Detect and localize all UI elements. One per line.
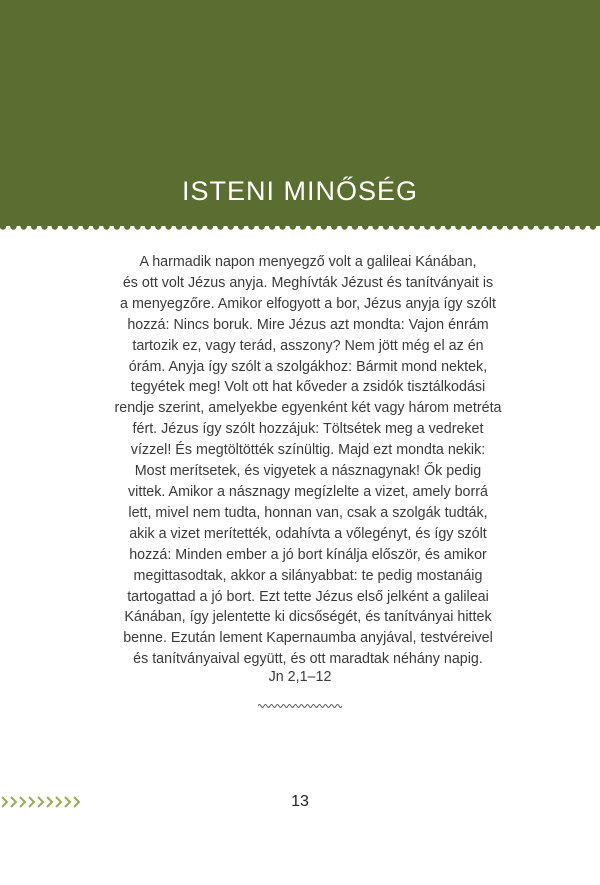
passage-line: A harmadik napon menyegző volt a galileai Kánában,	[139, 254, 477, 270]
passage-line: rendje szerint, amelyekbe egyenként két vagy három metréta	[114, 400, 502, 417]
passage-line: és tanítványaival együtt, és ott maradtak néhány napig.	[133, 651, 483, 668]
passage-line: megittasodtak, akkor a silányabbat: te pedig mostanáig	[133, 567, 483, 584]
passage-line: tartogattad a jó bort. Ezt tette Jézus első jelként a galileai	[127, 588, 489, 605]
passage-line: órám. Anyja így szólt a szolgákhoz: Bármit mond nektek,	[128, 358, 488, 375]
passage-line: Most merítsetek, és vigyetek a násznagynak! Ők pedig	[134, 463, 482, 480]
scalloped-edge	[0, 222, 600, 234]
passage-line: vízzel! És megtöltötték színültig. Majd ezt mondta nekik:	[130, 442, 486, 459]
passage-line: tartozik ez, vagy terád, asszony? Nem jött még el az én	[132, 337, 484, 354]
passage-line: akik a vizet merítették, odahívta a vőlegényt, és így szólt	[129, 525, 487, 542]
page-title: ISTENI MINŐSÉG	[181, 176, 419, 206]
passage-line: vittek. Amikor a násznagy megízlelte a vizet, amely borrá	[128, 483, 488, 500]
wavy-divider	[258, 702, 342, 710]
passage-line: a menyegzőre. Amikor elfogyott a bor, Jézus anyja így szólt	[120, 295, 496, 312]
passage-line: és ott volt Jézus anyja. Meghívták Jézust és tanítványait is	[122, 274, 494, 291]
scripture-reference: Jn 2,1–12	[268, 669, 332, 685]
passage-line: hozzá: Minden ember a jó bort kínálja először, és amikor	[129, 546, 487, 563]
passage-line: Kánában, így jelentette ki dicsőségét, és tanítványai hittek	[124, 609, 492, 626]
passage-line: tegyétek meg! Volt ott hat kőveder a zsidók tisztálkodási	[130, 379, 486, 396]
scripture-passage	[100, 252, 516, 670]
passage-line: lett, mivel nem tudta, honnan van, csak a szolgák tudták,	[128, 504, 488, 521]
passage-line: hozzá: Nincs boruk. Mire Jézus azt mondta: Vajon énrám	[127, 316, 489, 333]
page-number: 13	[291, 793, 309, 810]
passage-line: benne. Ezután lement Kapernaumba anyjával, testvéreivel	[123, 630, 493, 647]
passage-line: fért. Jézus így szólt hozzájuk: Töltsétek meg a vedreket	[132, 421, 484, 438]
